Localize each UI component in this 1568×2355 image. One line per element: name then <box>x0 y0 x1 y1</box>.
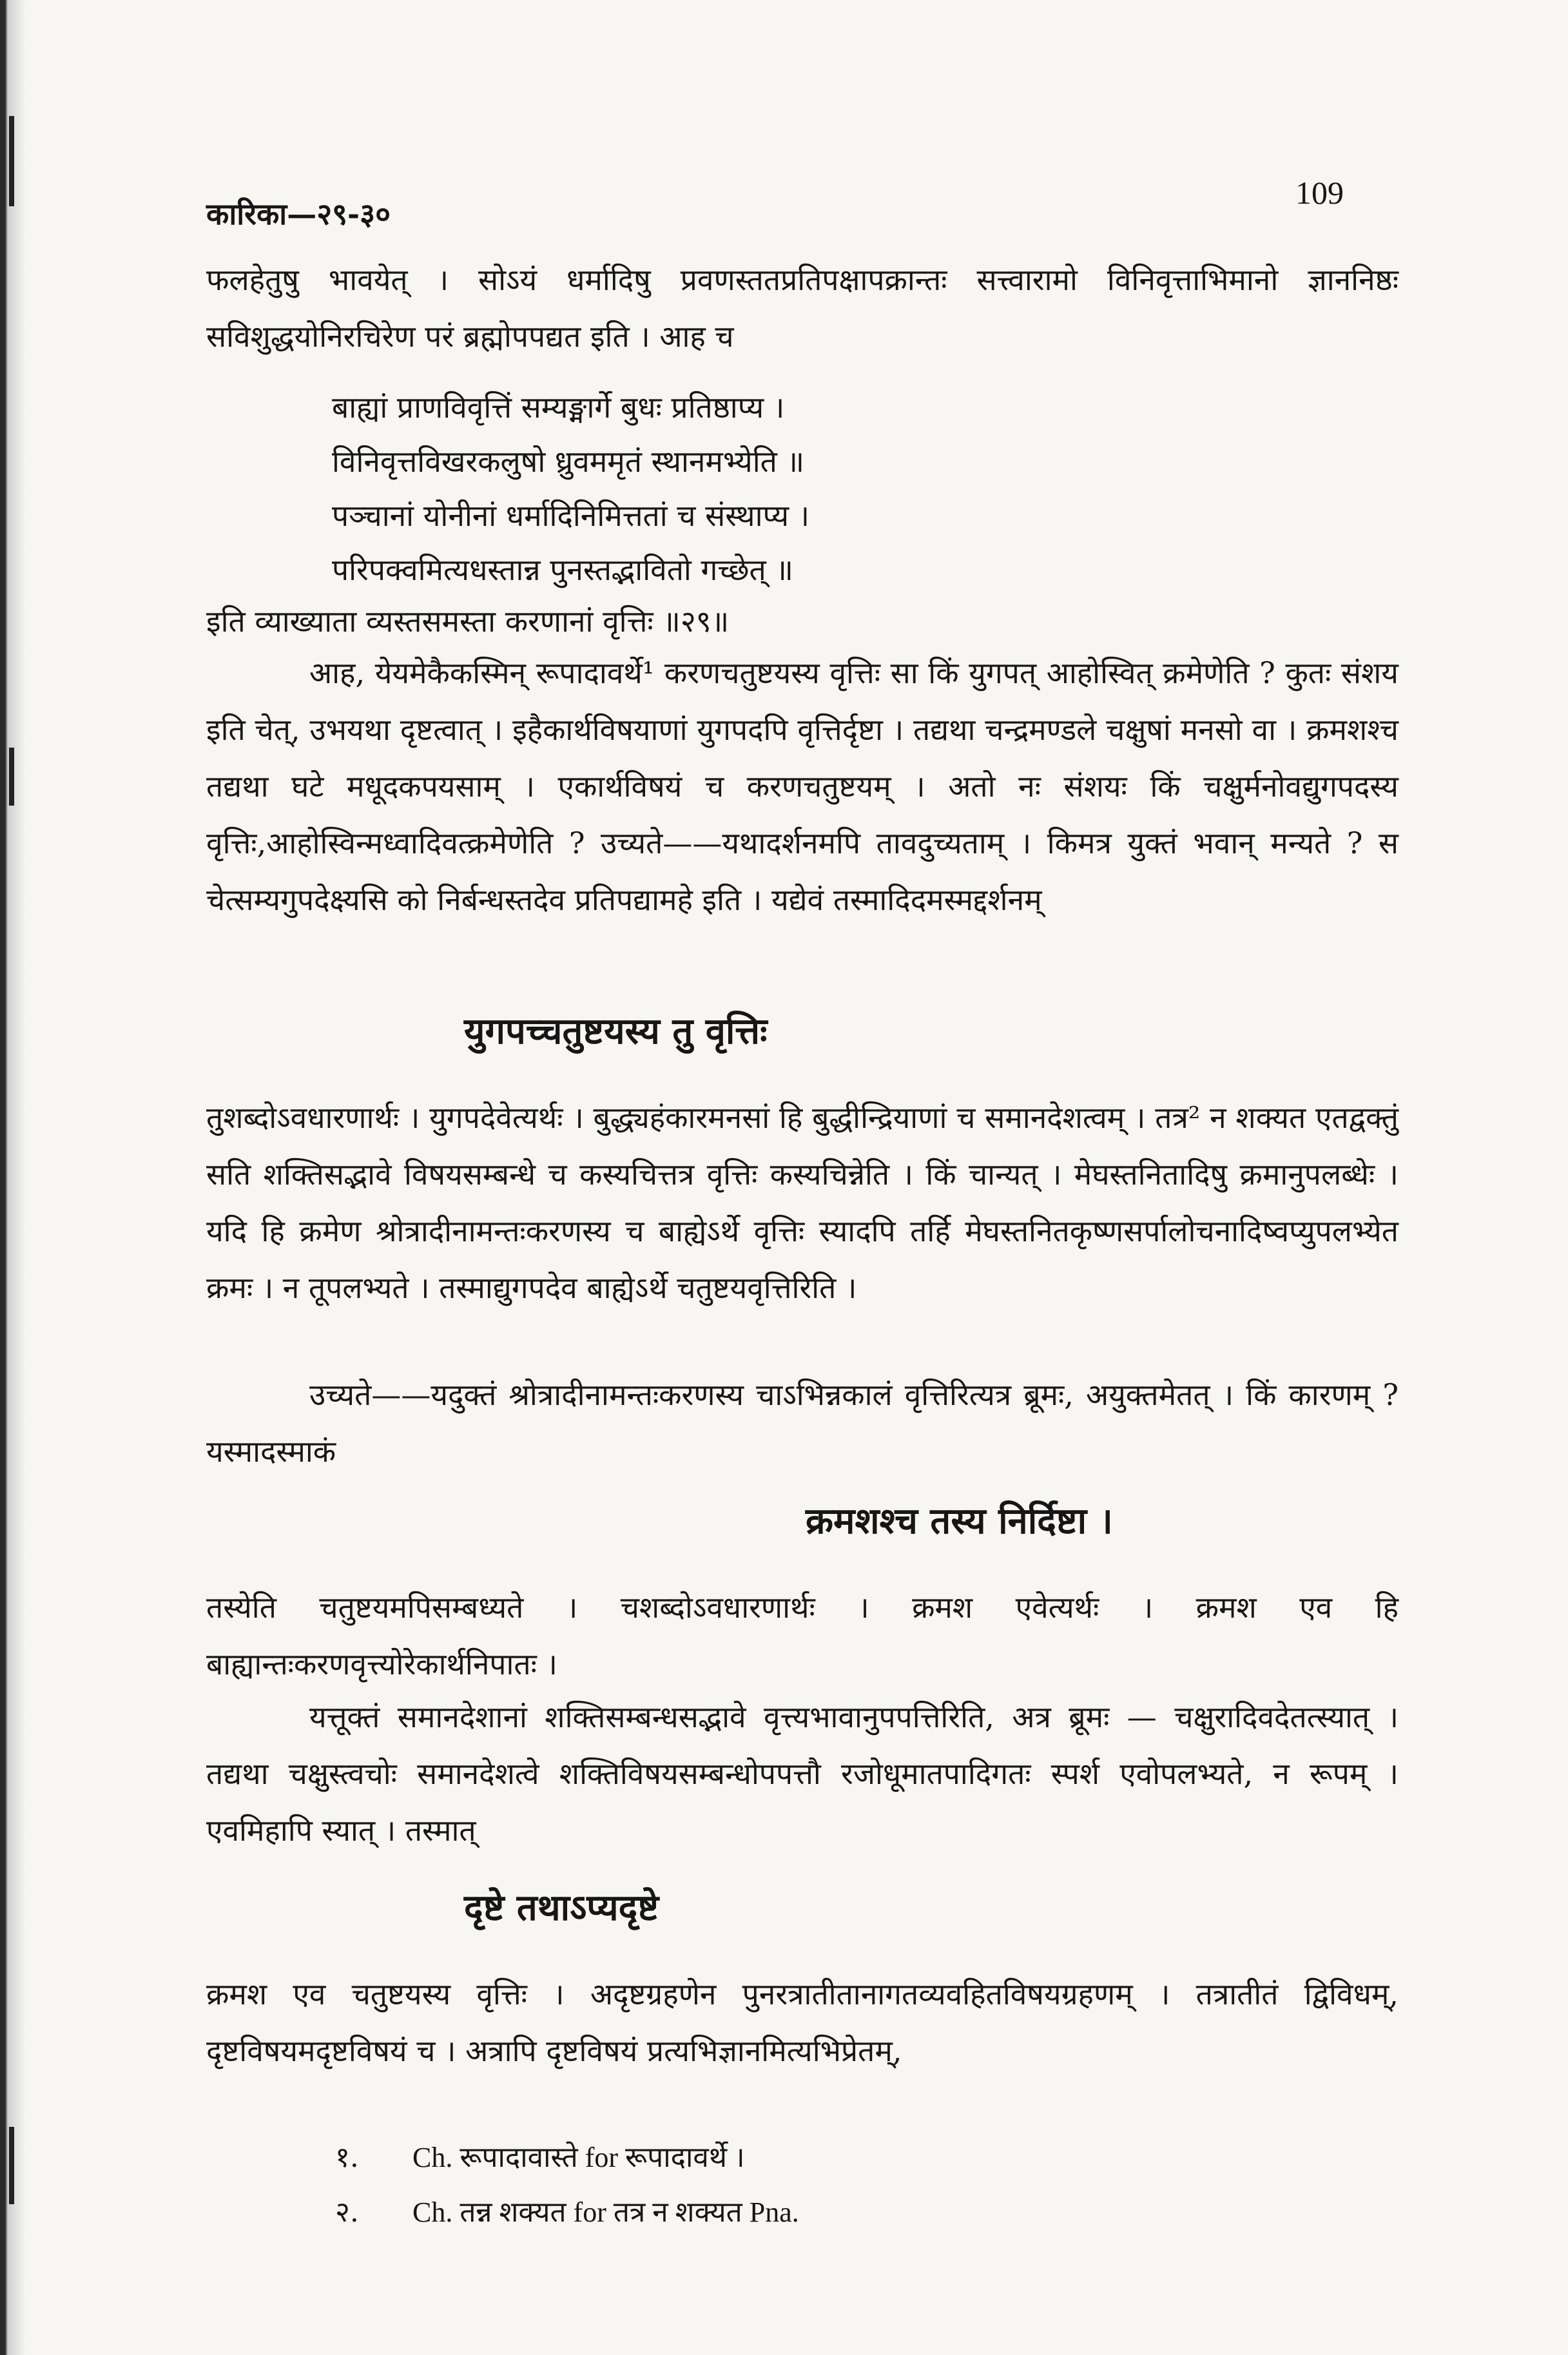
section-heading-1: युगपच्चतुष्टयस्य तु वृत्तिः <box>464 1010 768 1052</box>
paragraph-6: तस्येति चतुष्टयमपिसम्बध्यते । चशब्दोऽवधारणार्थः । क्रमश एवेत्यर्थः । क्रमश एव हि बाह्यान्तःकरणवृत्त्योरेकार्थनिपातः । <box>206 1590 1399 1681</box>
section-heading-2: क्रमशश्च तस्य निर्दिष्टा । <box>806 1500 1113 1542</box>
scan-mark <box>9 2127 14 2204</box>
footnote-number: १. <box>335 2141 359 2174</box>
paragraph-2: इति व्याख्याता व्यस्तसमस्ता करणानां वृत्तिः ॥२९॥ <box>206 604 730 639</box>
paragraph-8: क्रमश एव चतुष्टयस्य वृत्तिः । अदृष्टग्रहणेन पुनरत्रातीतानागतव्यवहितविषयग्रहणम् । तत्रातीतं द्विविधम्, दृष्टविषयमदृष्टविषयं च । अत्रापि दृष्टविषयं प्रत्यभिज्ञानमित्यभिप्रेतम्, <box>206 1977 1399 2068</box>
running-head: कारिका—२९-३० <box>206 197 391 231</box>
verse-line: बाह्यां प्राणविवृत्तिं सम्यङ्मार्गे बुधः प्रतिष्ठाप्य । <box>332 390 785 425</box>
verse-line: विनिवृत्तविखरकलुषो ध्रुवममृतं स्थानमभ्येति ॥ <box>332 444 805 479</box>
footnote-text: Ch. रूपादावास्ते for रूपादावर्थे । <box>412 2142 745 2173</box>
scan-binding-edge <box>0 0 39 2355</box>
paragraph-3: आह, येयमेकैकस्मिन् रूपादावर्थे¹ करणचतुष्टयस्य वृत्तिः सा किं युगपत् आहोस्वित् क्रमेणेति ? कुतः संशय इति चेत्, उभयथा दृष्टत्वात् । इहैकार्थविषयाणां युगपदपि वृत्तिर्दृष्टा । तद्यथा चन्द्रमण्डले चक्षुषां मनसो वा । क्रमशश्च तद्यथा घटे मधूदकपयसाम् । एकार्थविषयं च करणचतुष्टयम् । अतो नः संशयः किं चक्षुर्मनोवद्युगपदस्य वृत्तिः,आहोस्विन्मध्वादिवत्क्रमेणेति ? उच्यते——यथादर्शनमपि तावदुच्यताम् । किमत्र युक्तं भवान् मन्यते ? स चेत्सम्यगुपदेक्ष्यसि को निर्बन्धस्तदेव प्रतिपद्यामहे इति । यद्येवं तस्मादिदमस्मद्दर्शनम् <box>206 655 1399 917</box>
footnote-text: Ch. तन्न शक्यत for तत्र न शक्यत Pna. <box>412 2196 799 2228</box>
scan-mark <box>9 748 14 806</box>
verse-line: परिपक्वमित्यधस्तान्न पुनस्तद्भावितो गच्छेत् ॥ <box>332 552 793 587</box>
verse-line: पञ्चानां योनीनां धर्मादिनिमित्ततां च संस्थाप्य । <box>332 498 810 533</box>
verse-block <box>206 380 1399 597</box>
paragraph-5: उच्यते——यदुक्तं श्रोत्रादीनामन्तःकरणस्य चाऽभिन्नकालं वृत्तिरित्यत्र ब्रूमः, अयुक्तमेतत् । किं कारणम् ? यस्मादस्माकं <box>206 1377 1399 1469</box>
footnote-number: २. <box>335 2196 359 2229</box>
paragraph-1: फलहेतुषु भावयेत् । सोऽयं धर्मादिषु प्रवणस्ततप्रतिपक्षापक्रान्तः सत्त्वारामो विनिवृत्ताभिमानो ज्ञाननिष्ठः सविशुद्धयोनिरचिरेण परं ब्रह्मोपपद्यत इति । आह च <box>206 262 1399 354</box>
paragraph-7: यत्तूक्तं समानदेशानां शक्तिसम्बन्धसद्भावे वृत्त्यभावानुपपत्तिरिति, अत्र ब्रूमः — चक्षुरादिवदेतत्स्यात् । तद्यथा चक्षुस्त्वचोः समानदेशत्वे शक्तिविषयसम्बन्धोपपत्तौ रजोधूमातपादिगतः स्पर्श एवोपलभ्यते, न रूपम् । एवमिहापि स्यात् । तस्मात् <box>206 1700 1399 1848</box>
paragraph-4: तुशब्दोऽवधारणार्थः । युगपदेवेत्यर्थः । बुद्ध्यहंकारमनसां हि बुद्धीन्द्रियाणां च समानदेशत्वम् । तत्र² न शक्यत एतद्वक्तुं सति शक्तिसद्भावे विषयसम्बन्धे च कस्यचित्तत्र वृत्तिः कस्यचिन्नेति । किं चान्यत् । मेघस्तनितादिषु क्रमानुपलब्धेः । यदि हि क्रमेण श्रोत्रादीनामन्तःकरणस्य च बाह्येऽर्थे वृत्तिः स्यादपि तर्हि मेघस्तनितकृष्णसर्पालोचनादिष्वप्युपलभ्येत क्रमः । न तूपलभ्यते । तस्माद्युगपदेव बाह्येऽर्थे चतुष्टयवृत्तिरिति । <box>206 1100 1399 1305</box>
section-heading-3: दृष्टे तथाऽप्यदृष्टे <box>464 1886 659 1929</box>
footnote <box>335 2191 799 2230</box>
page-number: 109 <box>1295 175 1344 211</box>
footnote <box>335 2137 745 2175</box>
scan-mark <box>9 116 14 206</box>
